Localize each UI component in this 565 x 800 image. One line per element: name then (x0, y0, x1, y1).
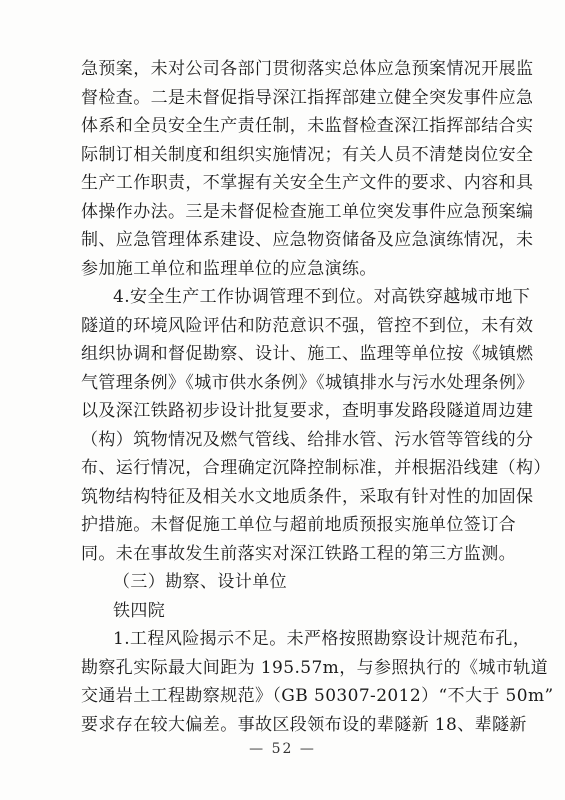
body-text-line: 际制订相关制度和组织实施情况；有关人员不清楚岗位安全 (81, 144, 534, 165)
body-text-line: 参加施工单位和监理单位的应急演练。 (81, 258, 377, 279)
body-text-line: 急预案，未对公司各部门贯彻落实总体应急预案情况开展监 (81, 59, 534, 79)
body-text-line: 督检查。二是未督促指导深江指挥部建立健全突发事件应急 (81, 87, 534, 108)
body-text-line: 生产工作职责，不掌握有关安全生产文件的要求、内容和具 (81, 173, 534, 193)
item-heading-line: 1.工程风险揭示不足。未严格按照勘察设计规范布孔， (113, 629, 531, 649)
body-text-line: 体系和全员安全生产责任制，未监督检查深江指挥部结合实 (81, 116, 534, 136)
body-text-line: 布、运行情况，合理确定沉降控制标准，并根据沿线建（构） (81, 458, 551, 478)
body-text-line: 勘察孔实际最大间距为 195.57m，与参照执行的《城市轨道 (81, 657, 549, 678)
body-text-line: 交通岩土工程勘察规范》（GB 50307-2012）“不大于 50m” (81, 686, 554, 706)
body-text-line: 以及深江铁路初步设计批复要求，查明事发路段隧道周边建 (81, 401, 534, 421)
body-text-line: 筑物结构特征及相关水文地质条件，采取有针对性的加固保 (81, 486, 534, 507)
body-text-line: 气管理条例》《城市供水条例》《城镇排水与污水处理条例》 (81, 372, 534, 393)
page-number: — 52 — (249, 741, 316, 757)
body-text-line: 要求存在较大偏差。事故区段领布设的辈隧新 18、辈隧新 (81, 714, 527, 735)
body-text-line: 隧道的环境风险评估和防范意识不强，管控不到位，未有效 (81, 315, 534, 336)
body-text-line: 护措施。未督促施工单位与超前地质预报实施单位签订合 (81, 515, 516, 535)
body-text-line: （构）筑物情况及燃气管线、给排水管、污水管等管线的分 (81, 429, 534, 450)
body-text-line: 组织协调和督促勘察、设计、施工、监理等单位按《城镇燃 (81, 344, 534, 364)
unit-name-heading: 铁四院 (113, 600, 166, 621)
body-text-line: 体操作办法。三是未督促检查施工单位突发事件应急预案编 (81, 201, 534, 222)
body-text-line: 制、应急管理体系建设、应急物资储备及应急演练情况，未 (81, 230, 534, 250)
body-text-line: 同。未在事故发生前落实对深江铁路工程的第三方监测。 (81, 543, 516, 564)
subsection-heading: （三）勘察、设计单位 (113, 572, 287, 592)
section-heading-line: 4.安全生产工作协调管理不到位。对高铁穿越城市地下 (113, 287, 531, 307)
